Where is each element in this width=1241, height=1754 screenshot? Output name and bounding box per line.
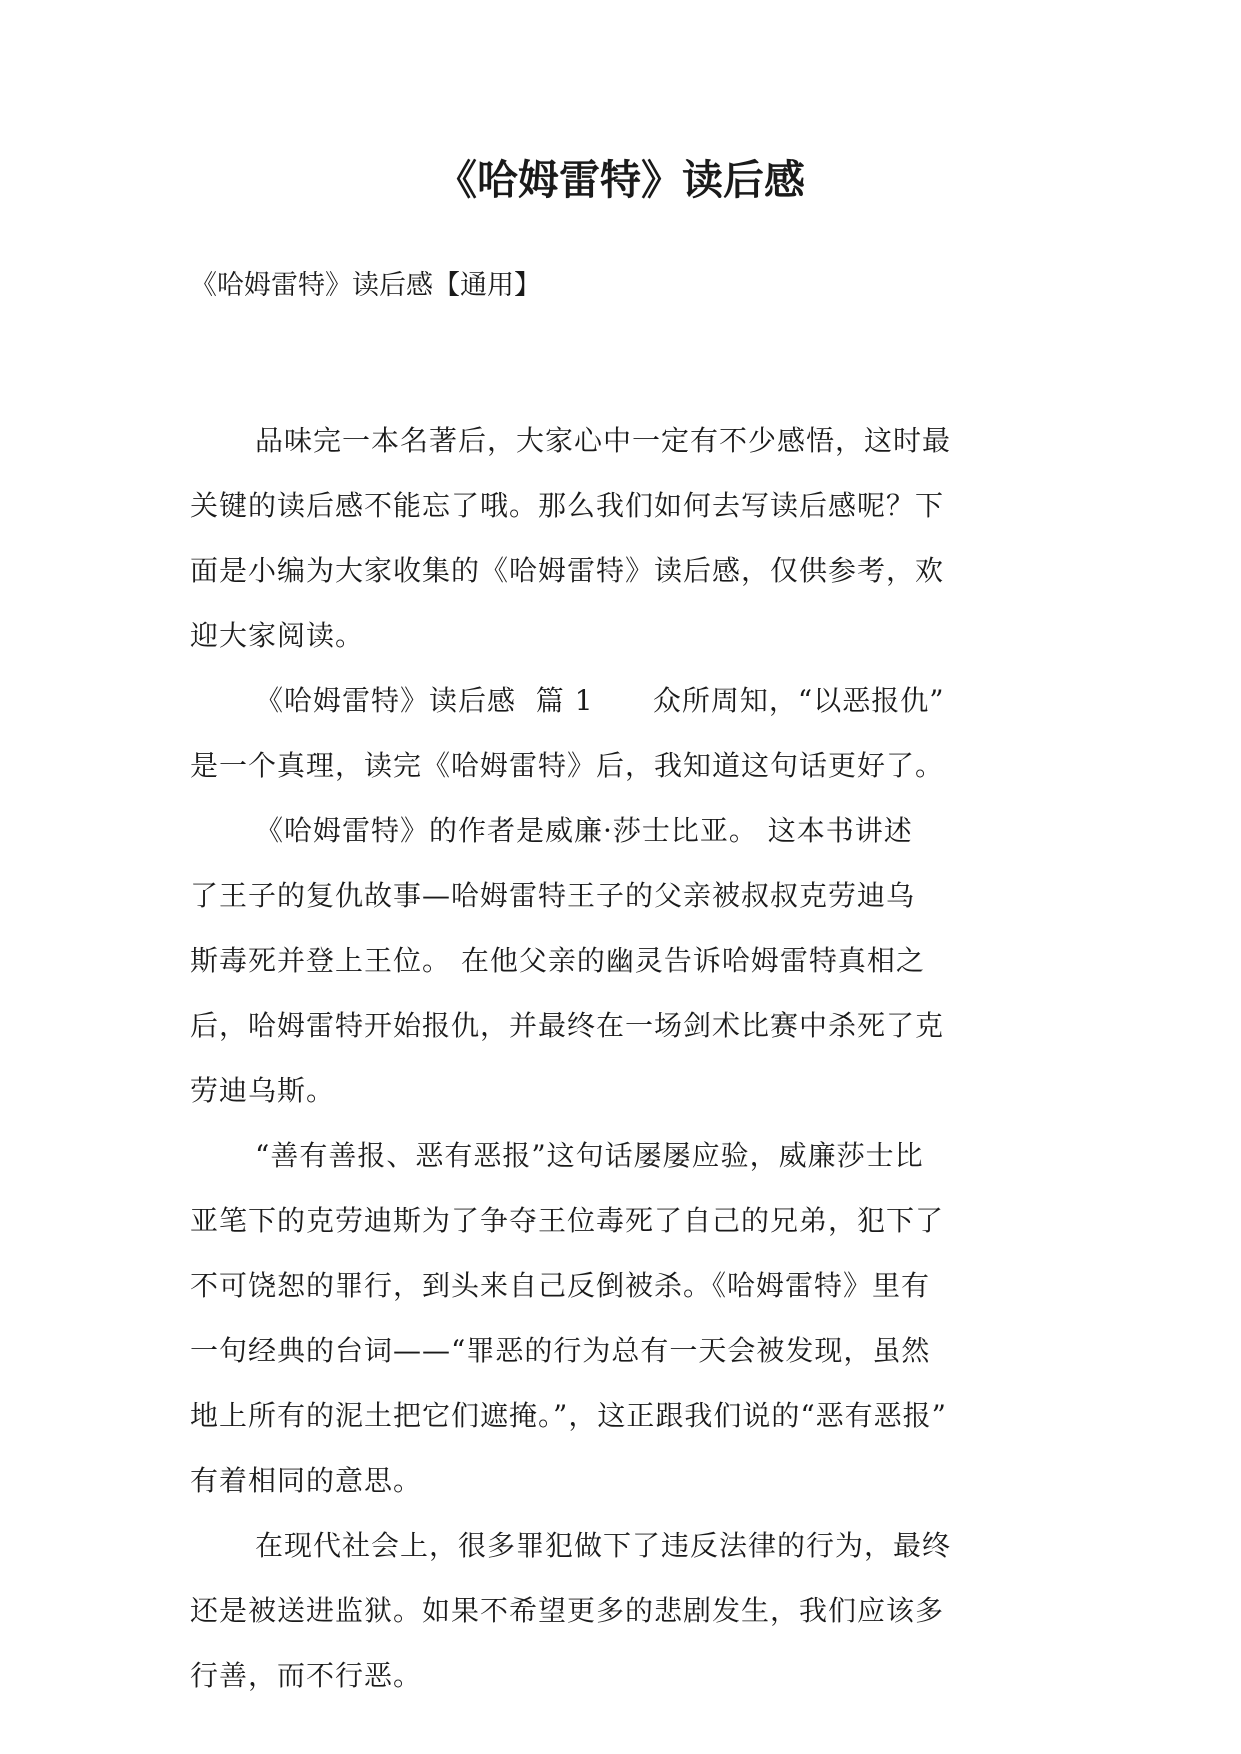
paragraph-line: 《哈姆雷特》的作者是威廉·莎士比亚。 这本书讲述 — [255, 814, 913, 847]
paragraph-line: “善有善报、恶有恶报”这句话屡屡应验，威廉莎士比 — [255, 1139, 924, 1172]
document-subtitle: 《哈姆雷特》读后感【通用】 — [190, 270, 541, 301]
paragraph-line: 斯毒死并登上王位。 在他父亲的幽灵告诉哈姆雷特真相之 — [190, 944, 925, 977]
paragraph-line: 迎大家阅读。 — [190, 619, 365, 652]
paragraph-section-heading — [190, 668, 1060, 798]
paragraph-line: 在现代社会上，很多罪犯做下了违反法律的行为，最终 — [255, 1529, 952, 1562]
paragraph-conclusion — [190, 1513, 1060, 1708]
document-body — [190, 408, 1060, 1708]
document-title: 《哈姆雷特》读后感 — [436, 156, 805, 204]
paragraph-author-plot — [190, 798, 1060, 1123]
paragraph-line: 一句经典的台词——“罪恶的行为总有一天会被发现，虽然 — [190, 1334, 931, 1367]
paragraph-line: 亚笔下的克劳迪斯为了争夺王位毒死了自己的兄弟，犯下了 — [190, 1204, 945, 1237]
paragraph-line: 面是小编为大家收集的《哈姆雷特》读后感，仅供参考，欢 — [190, 554, 945, 587]
paragraph-line: 关键的读后感不能忘了哦。那么我们如何去写读后感呢？下 — [190, 489, 945, 522]
paragraph-line: 有着相同的意思。 — [190, 1464, 423, 1497]
paragraph-line: 后，哈姆雷特开始报仇，并最终在一场剑术比赛中杀死了克 — [190, 1009, 945, 1042]
paragraph-good-evil — [190, 1123, 1060, 1513]
paragraph-line: 《哈姆雷特》读后感 篇 1 众所周知，“以恶报仇” — [255, 684, 945, 717]
paragraph-line: 不可饶恕的罪行，到头来自己反倒被杀。《哈姆雷特》里有 — [190, 1269, 931, 1302]
paragraph-line: 品味完一本名著后，大家心中一定有不少感悟，这时最 — [255, 424, 952, 457]
paragraph-line: 了王子的复仇故事—哈姆雷特王子的父亲被叔叔克劳迪乌 — [190, 879, 916, 912]
paragraph-line: 行善，而不行恶。 — [190, 1659, 423, 1692]
paragraph-intro — [190, 408, 1060, 668]
paragraph-line: 还是被送进监狱。如果不希望更多的悲剧发生，我们应该多 — [190, 1594, 945, 1627]
paragraph-line: 地上所有的泥土把它们遮掩。”，这正跟我们说的“恶有恶报” — [190, 1399, 947, 1432]
paragraph-line: 劳迪乌斯。 — [190, 1074, 336, 1107]
paragraph-line: 是一个真理，读完《哈姆雷特》后，我知道这句话更好了。 — [190, 749, 945, 782]
